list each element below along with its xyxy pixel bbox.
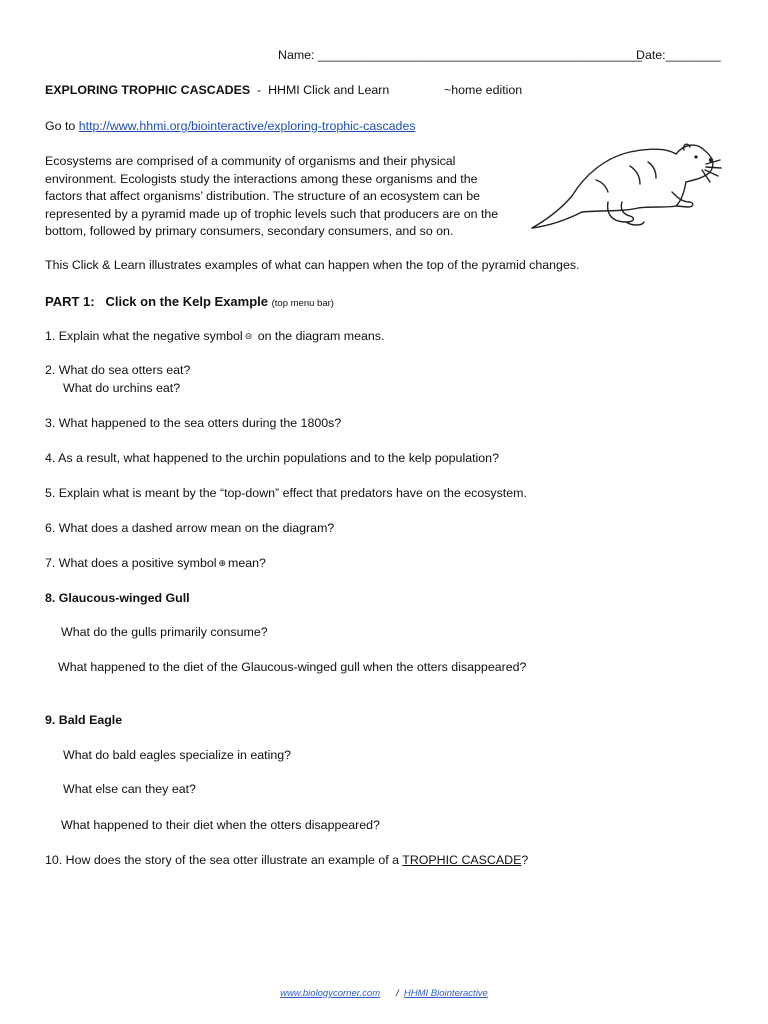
part1-heading — [45, 294, 334, 311]
name-blank-line[interactable]: _______________________________________________ — [317, 48, 642, 62]
name-label: Name: — [278, 48, 315, 62]
activity-link[interactable]: http://www.hhmi.org/biointeractive/exploring-trophic-cascades — [78, 119, 416, 133]
part1-title: Click on the Kelp Example — [105, 294, 268, 309]
goto-prefix: Go to — [45, 119, 76, 133]
question-8-title: 8. Glaucous-winged Gull — [45, 591, 190, 605]
question-7 — [45, 556, 266, 571]
intro-line: factors that affect organisms’ distribution. The structure of an ecosystem can be — [45, 189, 481, 203]
intro-paragraph — [45, 153, 515, 241]
title-main: EXPLORING TROPHIC CASCADES — [45, 83, 251, 97]
footer — [0, 988, 768, 1000]
question-9a: What do bald eagles specialize in eating? — [63, 748, 291, 762]
question-8b: What happened to the diet of the Glaucous-winged gull when the otters disappeared? — [58, 660, 527, 674]
question-1-text-end: on the diagram means. — [257, 329, 385, 343]
date-label: Date: — [636, 48, 666, 62]
question-10-end: ? — [521, 853, 529, 867]
intro-line: environment. Ecologists study the interactions among these organisms and the — [45, 171, 478, 186]
worksheet-title — [45, 83, 389, 98]
footer-site-link[interactable]: www.biologycorner.com — [280, 988, 381, 999]
title-separator: - — [257, 83, 262, 97]
part1-note: (top menu bar) — [271, 298, 334, 309]
otter-eye — [694, 155, 697, 158]
title-edition: ~home edition — [444, 83, 523, 97]
name-field-label — [278, 48, 642, 63]
trophic-cascade-term: TROPHIC CASCADE — [402, 853, 522, 867]
lead-sentence: This Click & Learn illustrates examples of what can happen when the top of the pyramid changes. — [45, 258, 580, 272]
question-7-text: 7. What does a positive symbol — [45, 556, 217, 570]
question-7-text-end: mean? — [228, 556, 266, 570]
question-6: 6. What does a dashed arrow mean on the diagram? — [45, 521, 335, 535]
question-9-title: 9. Bald Eagle — [45, 713, 123, 727]
question-9c: What happened to their diet when the otters disappeared? — [61, 818, 380, 832]
negative-symbol-icon: ⊝ — [244, 331, 253, 341]
question-4: 4. As a result, what happened to the urchin populations and to the kelp population? — [45, 451, 499, 465]
date-field-label — [636, 48, 721, 63]
intro-line: represented by a pyramid made up of trophic levels such that producers are on the — [45, 206, 499, 221]
question-2-follow-up: What do urchins eat? — [63, 381, 181, 395]
question-10 — [45, 853, 528, 868]
question-3: 3. What happened to the sea otters during the 1800s? — [45, 416, 342, 430]
question-5: 5. Explain what is meant by the “top-down” effect that predators have on the ecosystem. — [45, 486, 527, 500]
sea-otter-illustration — [526, 136, 722, 236]
goto-line — [45, 119, 416, 134]
date-blank-line[interactable]: ________ — [665, 48, 721, 62]
part1-label: PART 1: — [45, 294, 95, 309]
question-1 — [45, 329, 384, 344]
question-9b: What else can they eat? — [63, 782, 196, 796]
footer-source-link[interactable]: HHMI Biointeractive — [403, 988, 488, 999]
intro-line: bottom, followed by primary consumers, secondary consumers, and so on. — [45, 224, 454, 238]
question-2: 2. What do sea otters eat? — [45, 363, 191, 377]
otter-nose — [709, 158, 713, 162]
positive-symbol-icon: ⊕ — [218, 558, 227, 568]
footer-separator: / — [395, 988, 399, 999]
question-1-text: 1. Explain what the negative symbol — [45, 329, 243, 343]
title-subtitle: HHMI Click and Learn — [268, 83, 390, 97]
question-10-text: 10. How does the story of the sea otter illustrate an example of a — [45, 853, 400, 867]
question-8a: What do the gulls primarily consume? — [61, 625, 268, 639]
intro-line: Ecosystems are comprised of a community of organisms and their physical — [45, 154, 456, 168]
